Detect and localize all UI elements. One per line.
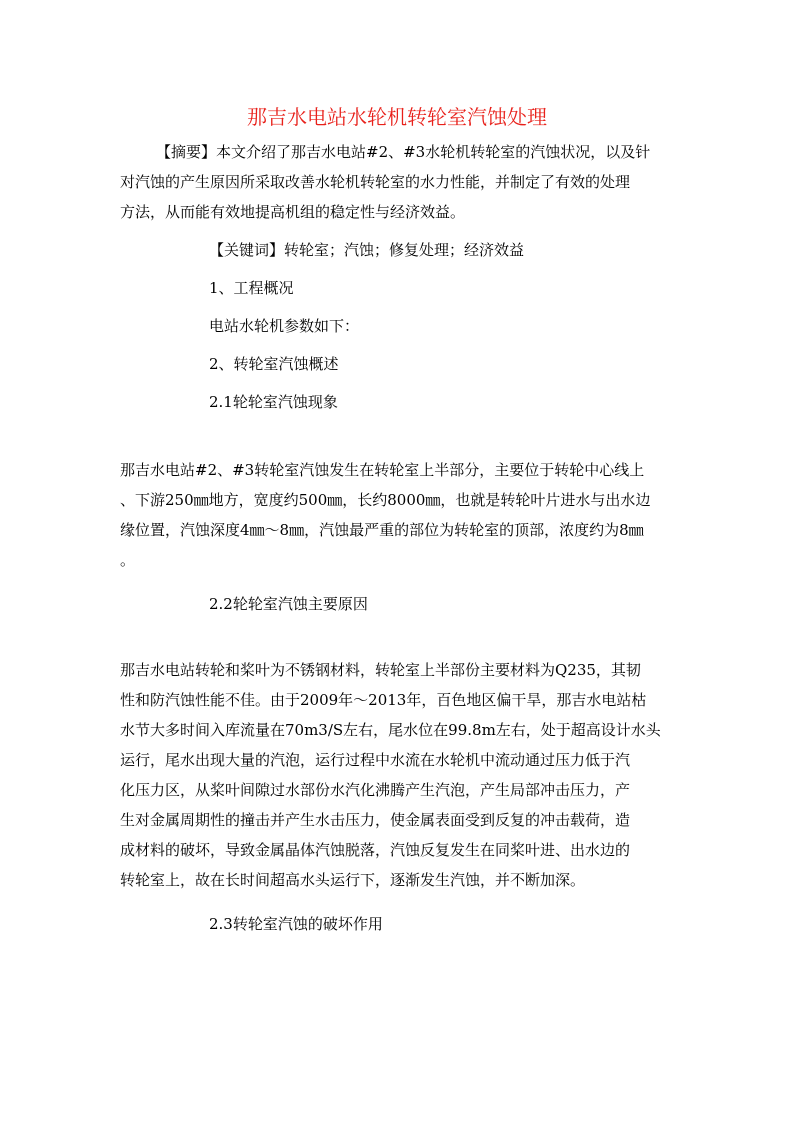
section-heading-1: 1、工程概况: [209, 279, 294, 297]
paragraph-line: 那吉水电站转轮和桨叶为不锈钢材料，转轮室上半部份主要材料为Q235，其韧: [120, 661, 641, 679]
paragraph-line: 成材料的破坏，导致金属晶体汽蚀脱落，汽蚀反复发生在同桨叶进、出水边的: [120, 841, 631, 859]
paragraph-line: 运行，尾水出现大量的汽泡，运行过程中水流在水轮机中流动通过压力低于汽: [120, 751, 631, 769]
section-heading-2: 2、转轮室汽蚀概述: [209, 355, 339, 373]
abstract-line: 对汽蚀的产生原因所采取改善水轮机转轮室的水力性能，并制定了有效的处理: [120, 173, 631, 191]
paragraph-line: 缘位置，汽蚀深度4㎜～8㎜，汽蚀最严重的部位为转轮室的顶部，浓度约为8㎜: [120, 521, 644, 539]
document-title: 那吉水电站水轮机转轮室汽蚀处理: [247, 105, 547, 129]
paragraph-line: 化压力区，从桨叶间隙过水部份水汽化沸腾产生汽泡，产生局部冲击压力，产: [120, 781, 631, 799]
section-text-1: 电站水轮机参数如下：: [209, 317, 360, 335]
paragraph-line: 、下游250㎜地方，宽度约500㎜，长约8000㎜，也就是转轮叶片进水与出水边: [120, 491, 651, 509]
abstract-line: 【摘要】本文介绍了那吉水电站#2、#3水轮机转轮室的汽蚀状况，以及针: [156, 143, 651, 161]
section-heading-2-3: 2.3转轮室汽蚀的破坏作用: [209, 915, 383, 933]
keywords: 【关键词】转轮室；汽蚀；修复处理；经济效益: [209, 241, 525, 259]
paragraph-line: 。: [120, 551, 136, 569]
section-heading-2-1: 2.1轮轮室汽蚀现象: [209, 393, 338, 411]
paragraph-line: 生对金属周期性的撞击并产生水击压力，使金属表面受到反复的冲击载荷，造: [120, 811, 631, 829]
paragraph-line: 性和防汽蚀性能不佳。由于2009年～2013年，百色地区偏干旱，那吉水电站枯: [120, 691, 647, 709]
paragraph-line: 转轮室上，故在长时间超高水头运行下，逐渐发生汽蚀，并不断加深。: [120, 871, 586, 889]
paragraph-line: 那吉水电站#2、#3转轮室汽蚀发生在转轮室上半部分，主要位于转轮中心线上: [120, 461, 645, 479]
section-heading-2-2: 2.2轮轮室汽蚀主要原因: [209, 595, 368, 613]
abstract-line: 方法，从而能有效地提高机组的稳定性与经济效益。: [120, 203, 466, 221]
paragraph-line: 水节大多时间入库流量在70m3/S左右，尾水位在99.8m左右，处于超高设计水头: [120, 721, 661, 739]
